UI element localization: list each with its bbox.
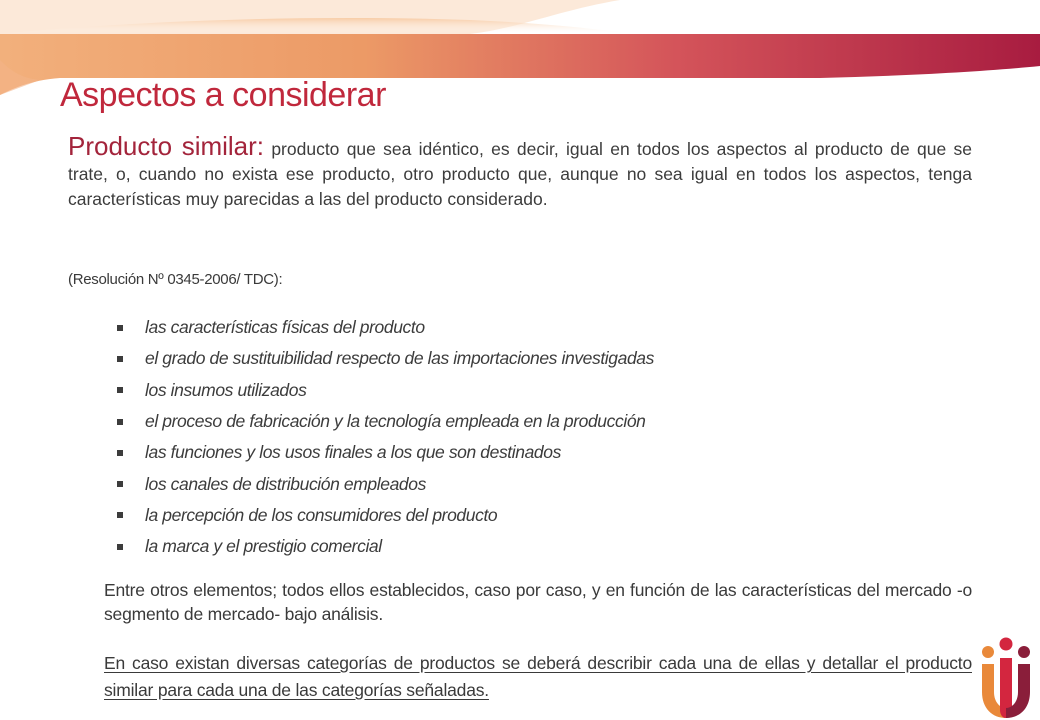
list-item bbox=[114, 437, 914, 468]
list-item-text: las características físicas del producto bbox=[145, 317, 425, 338]
list-item-text: el proceso de fabricación y la tecnología empleada en la producción bbox=[145, 411, 646, 432]
square-bullet-icon bbox=[117, 450, 123, 456]
list-item bbox=[114, 531, 914, 562]
square-bullet-icon bbox=[117, 387, 123, 393]
page-title: Aspectos a considerar bbox=[60, 76, 386, 114]
list-item bbox=[114, 312, 914, 343]
definition-lead: Producto similar: bbox=[68, 131, 265, 161]
closing-paragraph: Entre otros elementos; todos ellos establecidos, caso por caso, y en función de las características del mercado -o segmento de mercado- bajo análisis. bbox=[104, 580, 972, 624]
resolution-reference: (Resolución Nº 0345-2006/ TDC): bbox=[68, 271, 283, 288]
list-item bbox=[114, 375, 914, 406]
definition-paragraph bbox=[68, 131, 972, 212]
list-item bbox=[114, 343, 914, 374]
list-item-text: las funciones y los usos finales a los que son destinados bbox=[145, 442, 561, 463]
logo-icon bbox=[976, 630, 1036, 720]
square-bullet-icon bbox=[117, 512, 123, 518]
square-bullet-icon bbox=[117, 356, 123, 362]
square-bullet-icon bbox=[117, 544, 123, 550]
list-item-text: los insumos utilizados bbox=[145, 379, 307, 400]
list-item bbox=[114, 406, 914, 437]
list-item bbox=[114, 500, 914, 531]
list-item bbox=[114, 468, 914, 499]
definition-text: producto que sea idéntico, es decir, igual en todos los aspectos al producto de que se trate, o, cuando no exista ese producto, otro producto que, aunque no sea igual en todos los aspectos, tenga características muy parecidas a las del producto considerado. bbox=[68, 139, 972, 209]
criteria-list bbox=[114, 312, 914, 562]
list-item-text: la marca y el prestigio comercial bbox=[145, 536, 382, 557]
underlined-note: En caso existan diversas categorías de productos se deberá describir cada una de ellas y detallar el producto similar para cada una de las categorías señaladas. bbox=[104, 653, 972, 700]
square-bullet-icon bbox=[117, 325, 123, 331]
list-item-text: la percepción de los consumidores del producto bbox=[145, 504, 498, 525]
list-item-text: el grado de sustituibilidad respecto de las importaciones investigadas bbox=[145, 348, 654, 369]
square-bullet-icon bbox=[117, 481, 123, 487]
square-bullet-icon bbox=[117, 419, 123, 425]
list-item-text: los canales de distribución empleados bbox=[145, 473, 426, 494]
